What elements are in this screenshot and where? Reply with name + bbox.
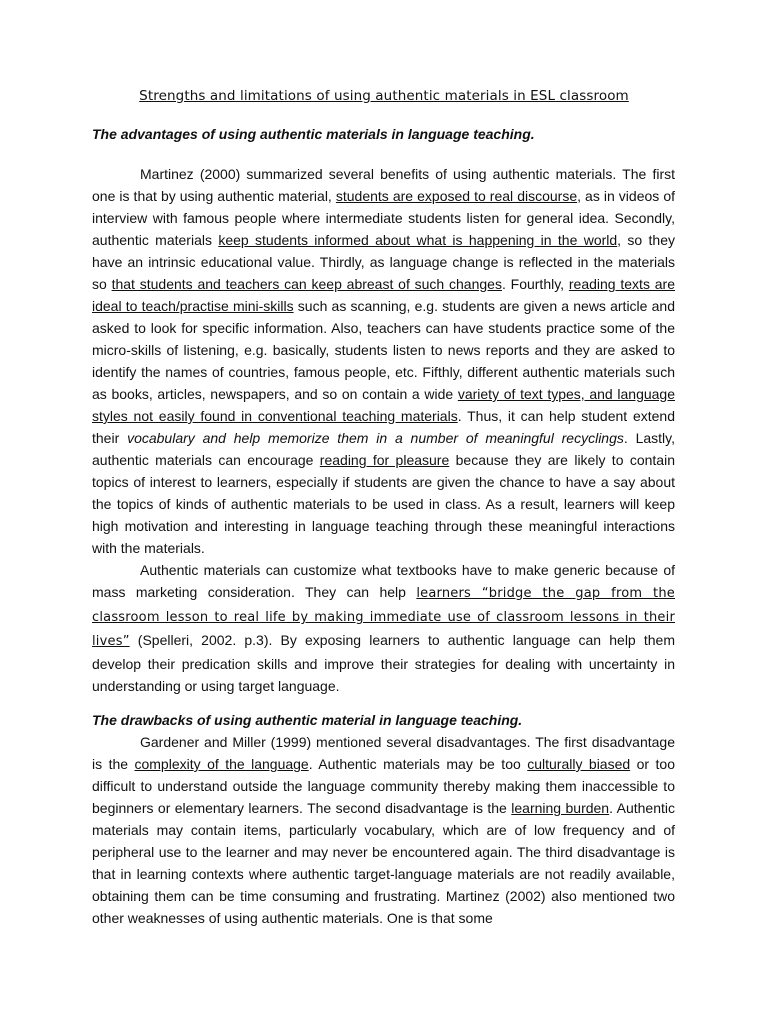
section-body-advantages <box>92 163 675 697</box>
text-run: . Lastly, authentic materials can encourage <box>92 430 676 468</box>
underlined-phrase: variety of text types, and language styles not easily found in conventional teaching materials <box>92 386 675 424</box>
text-run: (Spelleri, 2002. p.3). By exposing learners to authentic language can help them develop their predication skills and improve their strategies for dealing with uncertainty in understanding or using target language. <box>92 632 675 694</box>
text-run: or too difficult to understand outside the language community thereby making them inaccessible to beginners or elementary learners. The second disadvantage is the <box>92 756 675 816</box>
underlined-phrase: that students and teachers can keep abreast of such changes <box>111 276 502 292</box>
text-run: Authentic materials can customize what textbooks have to make generic because of mass marketing consideration. They can help <box>92 562 675 600</box>
text-run: . Authentic materials may be too <box>308 756 528 772</box>
underlined-phrase: reading texts are ideal to teach/practise mini-skills <box>92 276 675 314</box>
document-title: Strengths and limitations of using authentic materials in ESL classroom <box>139 88 629 104</box>
paragraph-disadvantages <box>92 731 675 929</box>
text-run: because they are likely to contain topics of interest to learners, especially if students are given the chance to have a say about the topics of kinds of authentic materials to be used in class. As a result, learners will keep high motivation and interesting in language teaching through these meaningful interactions with the materials. <box>92 452 675 556</box>
text-run: Martinez (2000) summarized several benefits of using authentic materials. The first one is that by using authentic material, <box>92 166 675 204</box>
paragraph-customize <box>92 559 675 697</box>
underlined-phrase: culturally biased <box>527 756 631 772</box>
text-run: . Authentic materials may contain items, particularly vocabulary, which are of low frequency and of peripheral use to the learner and may never be encountered again. The third disadvantage is that in learning contexts where authentic target-language materials are not readily available, obtaining them can be time consuming and frustrating. Martinez (2002) also mentioned two other weaknesses of using authentic materials. One is that some <box>92 800 675 926</box>
italic-phrase: vocabulary and help memorize them in a number of meaningful recyclings <box>127 430 624 446</box>
section-heading-drawbacks: The drawbacks of using authentic material in language teaching. <box>92 712 523 728</box>
text-run: , so they have an intrinsic educational value. Thirdly, as language change is reflected in the materials so <box>92 232 676 292</box>
section-heading-advantages: The advantages of using authentic materials in language teaching. <box>92 126 535 142</box>
text-run: . Thus, it can help student extend their <box>92 408 675 446</box>
underlined-phrase: complexity of the language <box>134 756 309 772</box>
text-run: Gardener and Miller (1999) mentioned several disadvantages. The first disadvantage is the <box>92 734 675 772</box>
section-body-drawbacks <box>92 731 675 929</box>
underlined-phrase: keep students informed about what is happening in the world <box>218 232 618 248</box>
paragraph-benefits <box>92 163 675 559</box>
underlined-phrase: learning burden <box>511 800 610 816</box>
text-run: such as scanning, e.g. students are given a news article and asked to look for specific information. Also, teachers can have students practice some of the micro-skills of listening, e.g. basically, students listen to news reports and they are asked to identify the names of countries, famous people, etc. Fifthly, different authentic materials such as books, articles, newspapers, and so on contain a wide <box>92 298 675 402</box>
underlined-phrase: students are exposed to real discourse <box>335 188 578 204</box>
text-run: . Fourthly, <box>501 276 569 292</box>
underlined-phrase: learners “bridge the gap from the classroom lesson to real life by making immediate use of classroom lessons in their lives” <box>92 586 675 649</box>
underlined-phrase: reading for pleasure <box>319 452 450 468</box>
text-run: , as in videos of interview with famous people where intermediate students listen for general idea. Secondly, authentic materials <box>92 188 675 248</box>
